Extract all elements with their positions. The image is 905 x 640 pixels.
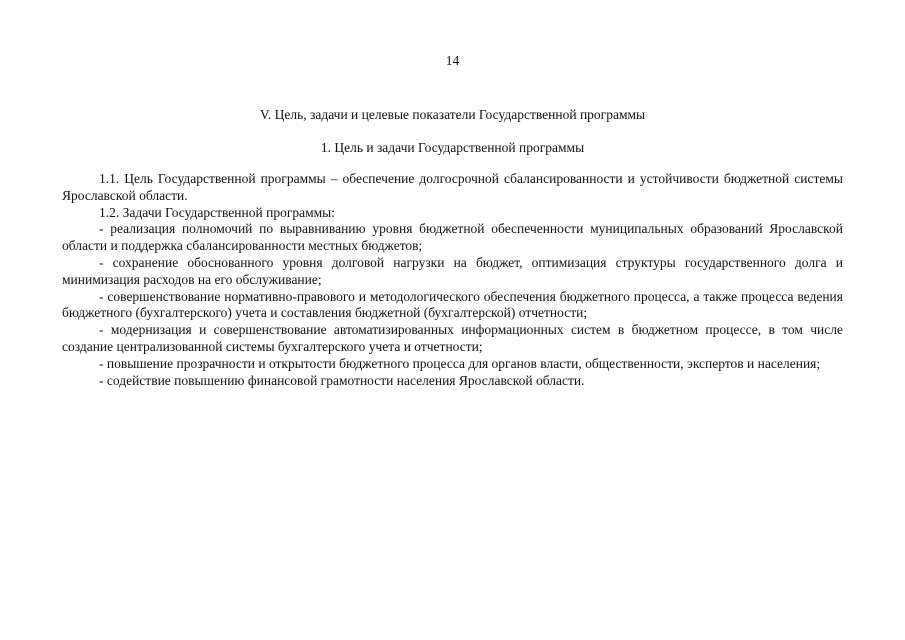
task-item: - реализация полномочий по выравниванию уровня бюджетной обеспеченности муниципальных образований Ярославской области и поддержка сбалансированности местных бюджетов; bbox=[62, 221, 843, 254]
subsection-title: 1. Цель и задачи Государственной программы bbox=[320, 140, 585, 155]
task-item: - совершенствование нормативно-правового и методологического обеспечения бюджетного процесса, а также процесса ведения бюджетного (бухгалтерского) учета и составления бюджетной (бухгалтерской) отчетности; bbox=[62, 288, 843, 321]
task-item: - сохранение обоснованного уровня долговой нагрузки на бюджет, оптимизация структуры государственного долга и минимизация расходов на его обслуживание; bbox=[62, 254, 843, 287]
page-number: 14 bbox=[445, 53, 460, 68]
tasks-heading: 1.2. Задачи Государственной программы: bbox=[99, 204, 336, 220]
task-item: - модернизация и совершенствование автоматизированных информационных систем в бюджетном процессе, в том числе создание централизованной системы бухгалтерского учета и отчетности; bbox=[62, 322, 843, 354]
task-item: - повышение прозрачности и открытости бюджетного процесса для органов власти, общественности, экспертов и населения; bbox=[99, 355, 821, 371]
section-title: V. Цель, задачи и целевые показатели Государственной программы bbox=[259, 107, 646, 122]
task-item: - содействие повышению финансовой грамотности населения Ярославской области. bbox=[99, 372, 585, 388]
body-text bbox=[62, 171, 843, 389]
goal-paragraph: 1.1. Цель Государственной программы – обеспечение долгосрочной сбалансированности и устойчивости бюджетной системы Ярославской области. bbox=[62, 171, 843, 203]
